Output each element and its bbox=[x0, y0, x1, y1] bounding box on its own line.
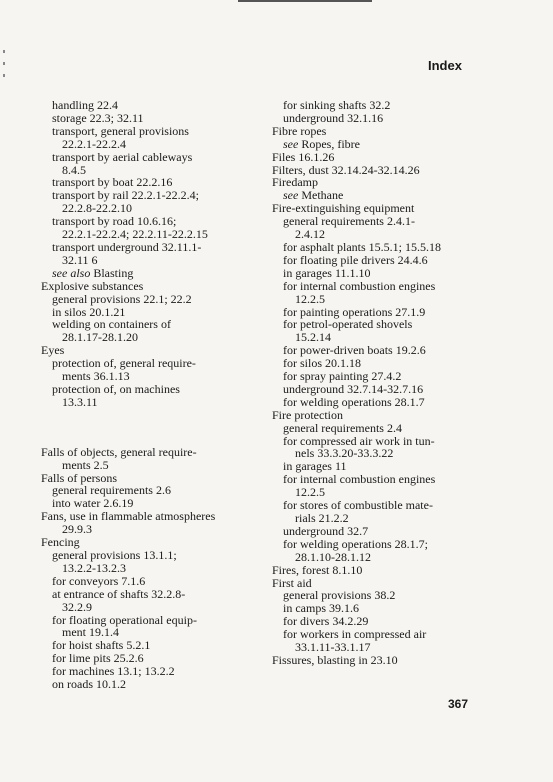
edge-mark bbox=[3, 62, 5, 65]
index-heading: Fire protection bbox=[272, 407, 343, 422]
index-entry: ment 19.1.4 bbox=[62, 625, 119, 640]
index-entry: for floating operational equip- bbox=[52, 612, 197, 627]
index-entry: 15.2.14 bbox=[295, 330, 331, 345]
index-entry: for asphalt plants 15.5.1; 15.5.18 bbox=[283, 239, 441, 254]
index-heading: Fans, use in flammable atmospheres bbox=[41, 509, 216, 524]
index-entry: 2.4.12 bbox=[295, 227, 325, 242]
index-heading: Fencing bbox=[41, 535, 80, 550]
edge-mark bbox=[3, 74, 5, 77]
index-heading: Firedamp bbox=[272, 175, 318, 190]
index-heading: Falls of persons bbox=[41, 470, 117, 485]
index-entry: see also Blasting bbox=[52, 265, 134, 280]
index-heading: Fires, forest 8.1.10 bbox=[272, 562, 363, 577]
index-entry: for compressed air work in tun- bbox=[283, 433, 435, 448]
index-entry: transport underground 32.11.1- bbox=[52, 239, 202, 254]
index-heading: Fissures, blasting in 23.10 bbox=[272, 652, 398, 667]
index-entry: for conveyors 7.1.6 bbox=[52, 573, 146, 588]
index-entry: 22.2.1-22.2.4; 22.2.11-22.2.15 bbox=[62, 227, 208, 242]
index-entry: ments 36.1.13 bbox=[62, 369, 130, 384]
index-entry: rials 21.2.2 bbox=[295, 511, 349, 525]
index-entry: on roads 10.1.2 bbox=[52, 677, 126, 692]
page-header: Index bbox=[428, 58, 462, 73]
index-heading: Falls of objects, general require- bbox=[41, 444, 197, 459]
index-entry: for divers 34.2.29 bbox=[283, 614, 369, 629]
index-heading: Explosive substances bbox=[41, 278, 144, 293]
index-entry: 13.3.11 bbox=[62, 394, 98, 409]
index-entry: 29.9.3 bbox=[62, 522, 92, 537]
index-entry: in garages 11.1.10 bbox=[283, 265, 371, 280]
index-entry: for internal combustion engines bbox=[283, 278, 436, 293]
index-entry: for lime pits 25.2.6 bbox=[52, 651, 144, 666]
index-entry: for workers in compressed air bbox=[283, 627, 427, 642]
index-entry: in garages 11 bbox=[283, 459, 347, 474]
index-entry: for welding operations 28.1.7 bbox=[283, 394, 425, 409]
index-entry: transport by rail 22.2.1-22.2.4; bbox=[52, 188, 199, 203]
index-entry: 22.2.8-22.2.10 bbox=[62, 201, 132, 216]
index-entry: see Methane bbox=[283, 188, 344, 203]
index-entry: welding on containers of bbox=[52, 317, 171, 332]
index-entry: protection of, on machines bbox=[52, 381, 180, 396]
index-entry: for spray painting 27.4.2 bbox=[283, 369, 402, 384]
index-heading: Filters, dust 32.14.24-32.14.26 bbox=[272, 162, 420, 177]
edge-mark bbox=[3, 50, 5, 53]
index-heading: Files 16.1.26 bbox=[272, 149, 335, 164]
index-entry: for stores of combustible mate- bbox=[283, 498, 433, 513]
index-entry: transport by road 10.6.16; bbox=[52, 214, 177, 229]
index-entry: general requirements 2.4.1- bbox=[283, 214, 415, 229]
index-entry: transport by boat 22.2.16 bbox=[52, 175, 173, 190]
index-entry: for machines 13.1; 13.2.2 bbox=[52, 664, 175, 679]
index-entry: general provisions 22.1; 22.2 bbox=[52, 291, 192, 306]
index-entry: in silos 20.1.21 bbox=[52, 304, 126, 319]
index-column-right bbox=[272, 99, 492, 667]
index-entry: 13.2.2-13.2.3 bbox=[62, 560, 126, 575]
index-entry: general provisions 38.2 bbox=[283, 588, 396, 603]
index-entry: for internal combustion engines bbox=[283, 472, 436, 487]
index-entry: handling 22.4 bbox=[52, 98, 118, 112]
index-entry: 8.4.5 bbox=[62, 162, 86, 177]
index-entry: 32.11 6 bbox=[62, 252, 98, 267]
index-heading: Fibre ropes bbox=[272, 123, 327, 138]
index-entry: nels 33.3.20-33.3.22 bbox=[295, 446, 394, 461]
index-entry: storage 22.3; 32.11 bbox=[52, 110, 144, 125]
index-heading: Fire-extinguishing equipment bbox=[272, 201, 415, 216]
index-entry: underground 32.7 bbox=[283, 523, 369, 538]
index-entry: for silos 20.1.18 bbox=[283, 356, 361, 371]
index-entry: general provisions 13.1.1; bbox=[52, 548, 177, 562]
index-entry: see Ropes, fibre bbox=[283, 136, 360, 151]
index-entry: for floating pile drivers 24.4.6 bbox=[283, 252, 428, 267]
page-number: 367 bbox=[448, 697, 469, 711]
index-entry: 28.1.10-28.1.12 bbox=[295, 549, 371, 564]
index-entry: 12.2.5 bbox=[295, 291, 325, 306]
index-entry: underground 32.7.14-32.7.16 bbox=[283, 381, 424, 396]
index-entry: at entrance of shafts 32.2.8- bbox=[52, 586, 186, 601]
index-heading: Eyes bbox=[41, 343, 65, 358]
index-column-left bbox=[41, 99, 261, 691]
index-entry: 12.2.5 bbox=[295, 485, 325, 500]
index-entry: for power-driven boats 19.2.6 bbox=[283, 343, 426, 358]
index-entry: protection of, general require- bbox=[52, 356, 196, 371]
index-entry: for welding operations 28.1.7; bbox=[283, 536, 428, 551]
index-heading: First aid bbox=[272, 575, 312, 590]
index-entry: general requirements 2.6 bbox=[52, 483, 171, 498]
section-gap bbox=[41, 409, 261, 446]
index-entry: transport, general provisions bbox=[52, 123, 189, 138]
index-entry: into water 2.6.19 bbox=[52, 496, 134, 511]
top-rule bbox=[238, 0, 372, 2]
index-entry: 33.1.11-33.1.17 bbox=[295, 640, 371, 655]
index-entry: for hoist shafts 5.2.1 bbox=[52, 638, 151, 653]
index-entry: 28.1.17-28.1.20 bbox=[62, 330, 138, 345]
index-entry: 22.2.1-22.2.4 bbox=[62, 136, 126, 151]
index-entry: in camps 39.1.6 bbox=[283, 601, 359, 616]
index-entry: 32.2.9 bbox=[62, 599, 92, 614]
index-entry: transport by aerial cableways bbox=[52, 149, 193, 164]
index-entry: for painting operations 27.1.9 bbox=[283, 304, 426, 319]
index-entry: underground 32.1.16 bbox=[283, 110, 384, 125]
index-entry: ments 2.5 bbox=[62, 457, 109, 472]
index-entry: for sinking shafts 32.2 bbox=[283, 98, 391, 112]
index-entry: general requirements 2.4 bbox=[283, 420, 402, 435]
index-entry: for petrol-operated shovels bbox=[283, 317, 413, 332]
